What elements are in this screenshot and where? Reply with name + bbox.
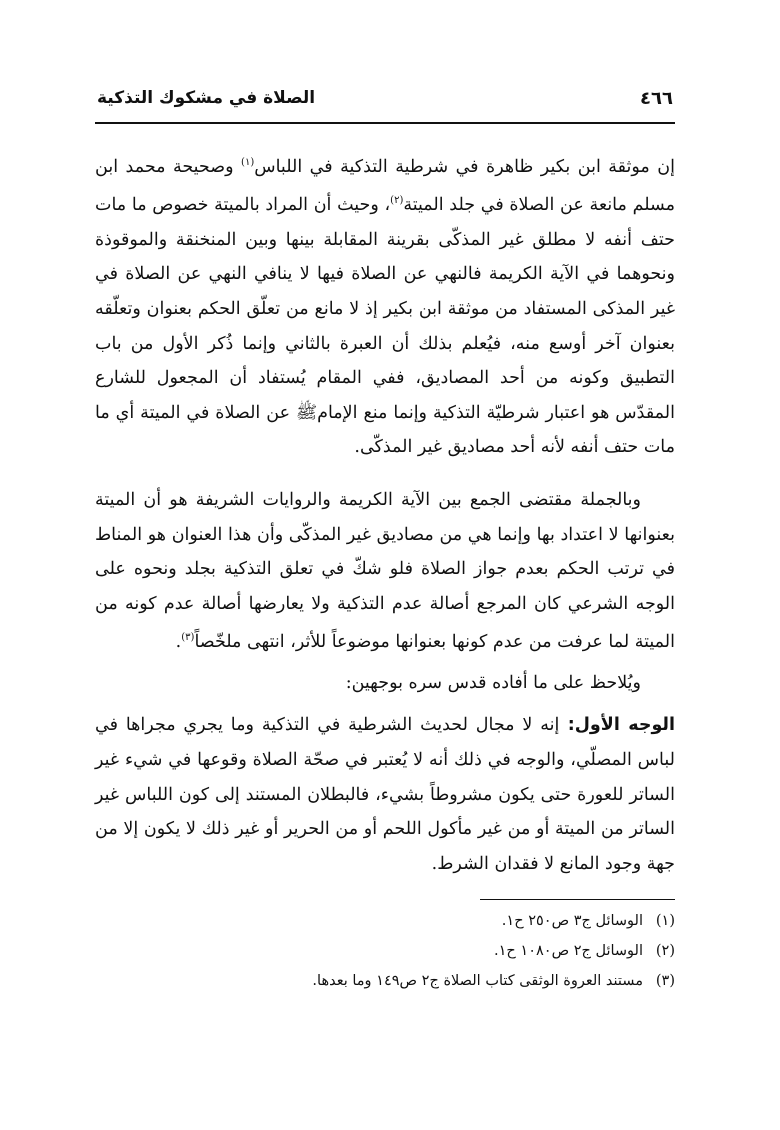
page-number: ٤٦٦ [640,88,673,109]
footnote-text: الوسائل ج٣ ص٢٥٠ ح١. [501,913,643,930]
footnote-number: (٢) [655,943,675,960]
paragraph-text: إنه لا مجال لحديث الشرطية في التذكية وما يجري مجراها في لباس المصلّي، والوجه في ذلك أنه لا يُعتبر في صحّة الصلاة وقوعها في شيء غير الساتر للعورة حتى يكون مشروطاً بشيء، فالبطلان المستند إلى كون اللباس غير الساتر من الميتة أو من غير مأكول اللحم أو من الحرير أو غير ذلك لا يكون إلا من جهة وجود المانع لا فقدان الشرط. [95,715,675,874]
section-lead: الوجه الأول [574,715,675,736]
paragraph-4 [95,708,675,881]
footnote-ref-3: (٣) [181,632,195,644]
footnote-item [95,936,675,966]
running-title: الصلاة في مشكوك التذكية [97,88,316,108]
paragraph-text: وصحيحة محمد ابن مسلم مانعة عن الصلاة في جلد الميتة [95,156,675,216]
section-lead-colon: : [559,715,575,736]
honorific-glyph: ﷺ [295,402,318,423]
footnote-number: (٣) [655,973,675,990]
paragraph-text: ، وحيث أن المراد بالميتة خصوص ما مات حتف أنفه لا مطلق غير المذكّى بقرينة المقابلة بينها وبين المنخنقة والموقوذة ونحوهما في الآية الكريمة فالنهي عن الصلاة فيها لا ينافي النهي عن الصلاة في غير المذكى المستفاد من موثقة ابن بكير إذ لا مانع من تعلّق الحكم بعنوان وتعلّقه بعنوان آخر أوسع منه، فيُعلم بذلك أن العبرة بالثاني وإنما ذُكر الأول من باب التطبيق وكونه من أحد المصاديق، ففي المقام يُستفاد أن المجعول للشارع المقدّس هو اعتبار شرطيّة التذكية وإنما منع الإمام [95,195,675,423]
paragraph-text: وبالجملة مقتضى الجمع بين الآية الكريمة والروايات الشريفة هو أن الميتة بعنوانها لا اعتداد بها وإنما هي من مصاديق غير المذكّى وأن هذا العنوان هو المناط في ترتب الحكم بعدم جواز الصلاة فلو شكّ في تعلق التذكية بجلد ونحوه على الوجه الشرعي كان المرجع أصالة عدم التذكية ولا يعارضها أصالة عدم كونه من الميتة لما عرفت من عدم كونها بعنوانها موضوعاً للأثر، انتهى ملخّصاً [95,490,675,653]
paragraph-3: ويُلاحظ على ما أفاده قدس سره بوجهين: [345,672,641,693]
paragraph-1 [95,146,675,465]
footnotes [95,906,675,996]
footnote-number: (١) [655,913,675,930]
paragraph-2 [95,483,675,660]
paragraph-text: عن الصلاة في الميتة أي ما مات حتف أنفه لأنه أحد مصاديق غير المذكّى. [95,402,675,458]
paragraph-text: . [175,632,182,653]
footnote-ref-1: (١) [241,157,255,168]
book-page [95,78,675,996]
footnote-text: الوسائل ج٢ ص١٠٨٠ ح١. [494,943,643,960]
footnote-item [95,966,675,996]
page-header [95,78,675,124]
footnote-ref-2: (٢) [390,195,404,207]
footnote-item [95,906,675,936]
paragraph-text: إن موثقة ابن بكير ظاهرة في شرطية التذكية في اللباس [254,156,675,177]
footnote-divider [480,899,675,900]
footnote-text: مستند العروة الوثقى كتاب الصلاة ج٢ ص١٤٩ وما بعدها. [312,973,643,990]
